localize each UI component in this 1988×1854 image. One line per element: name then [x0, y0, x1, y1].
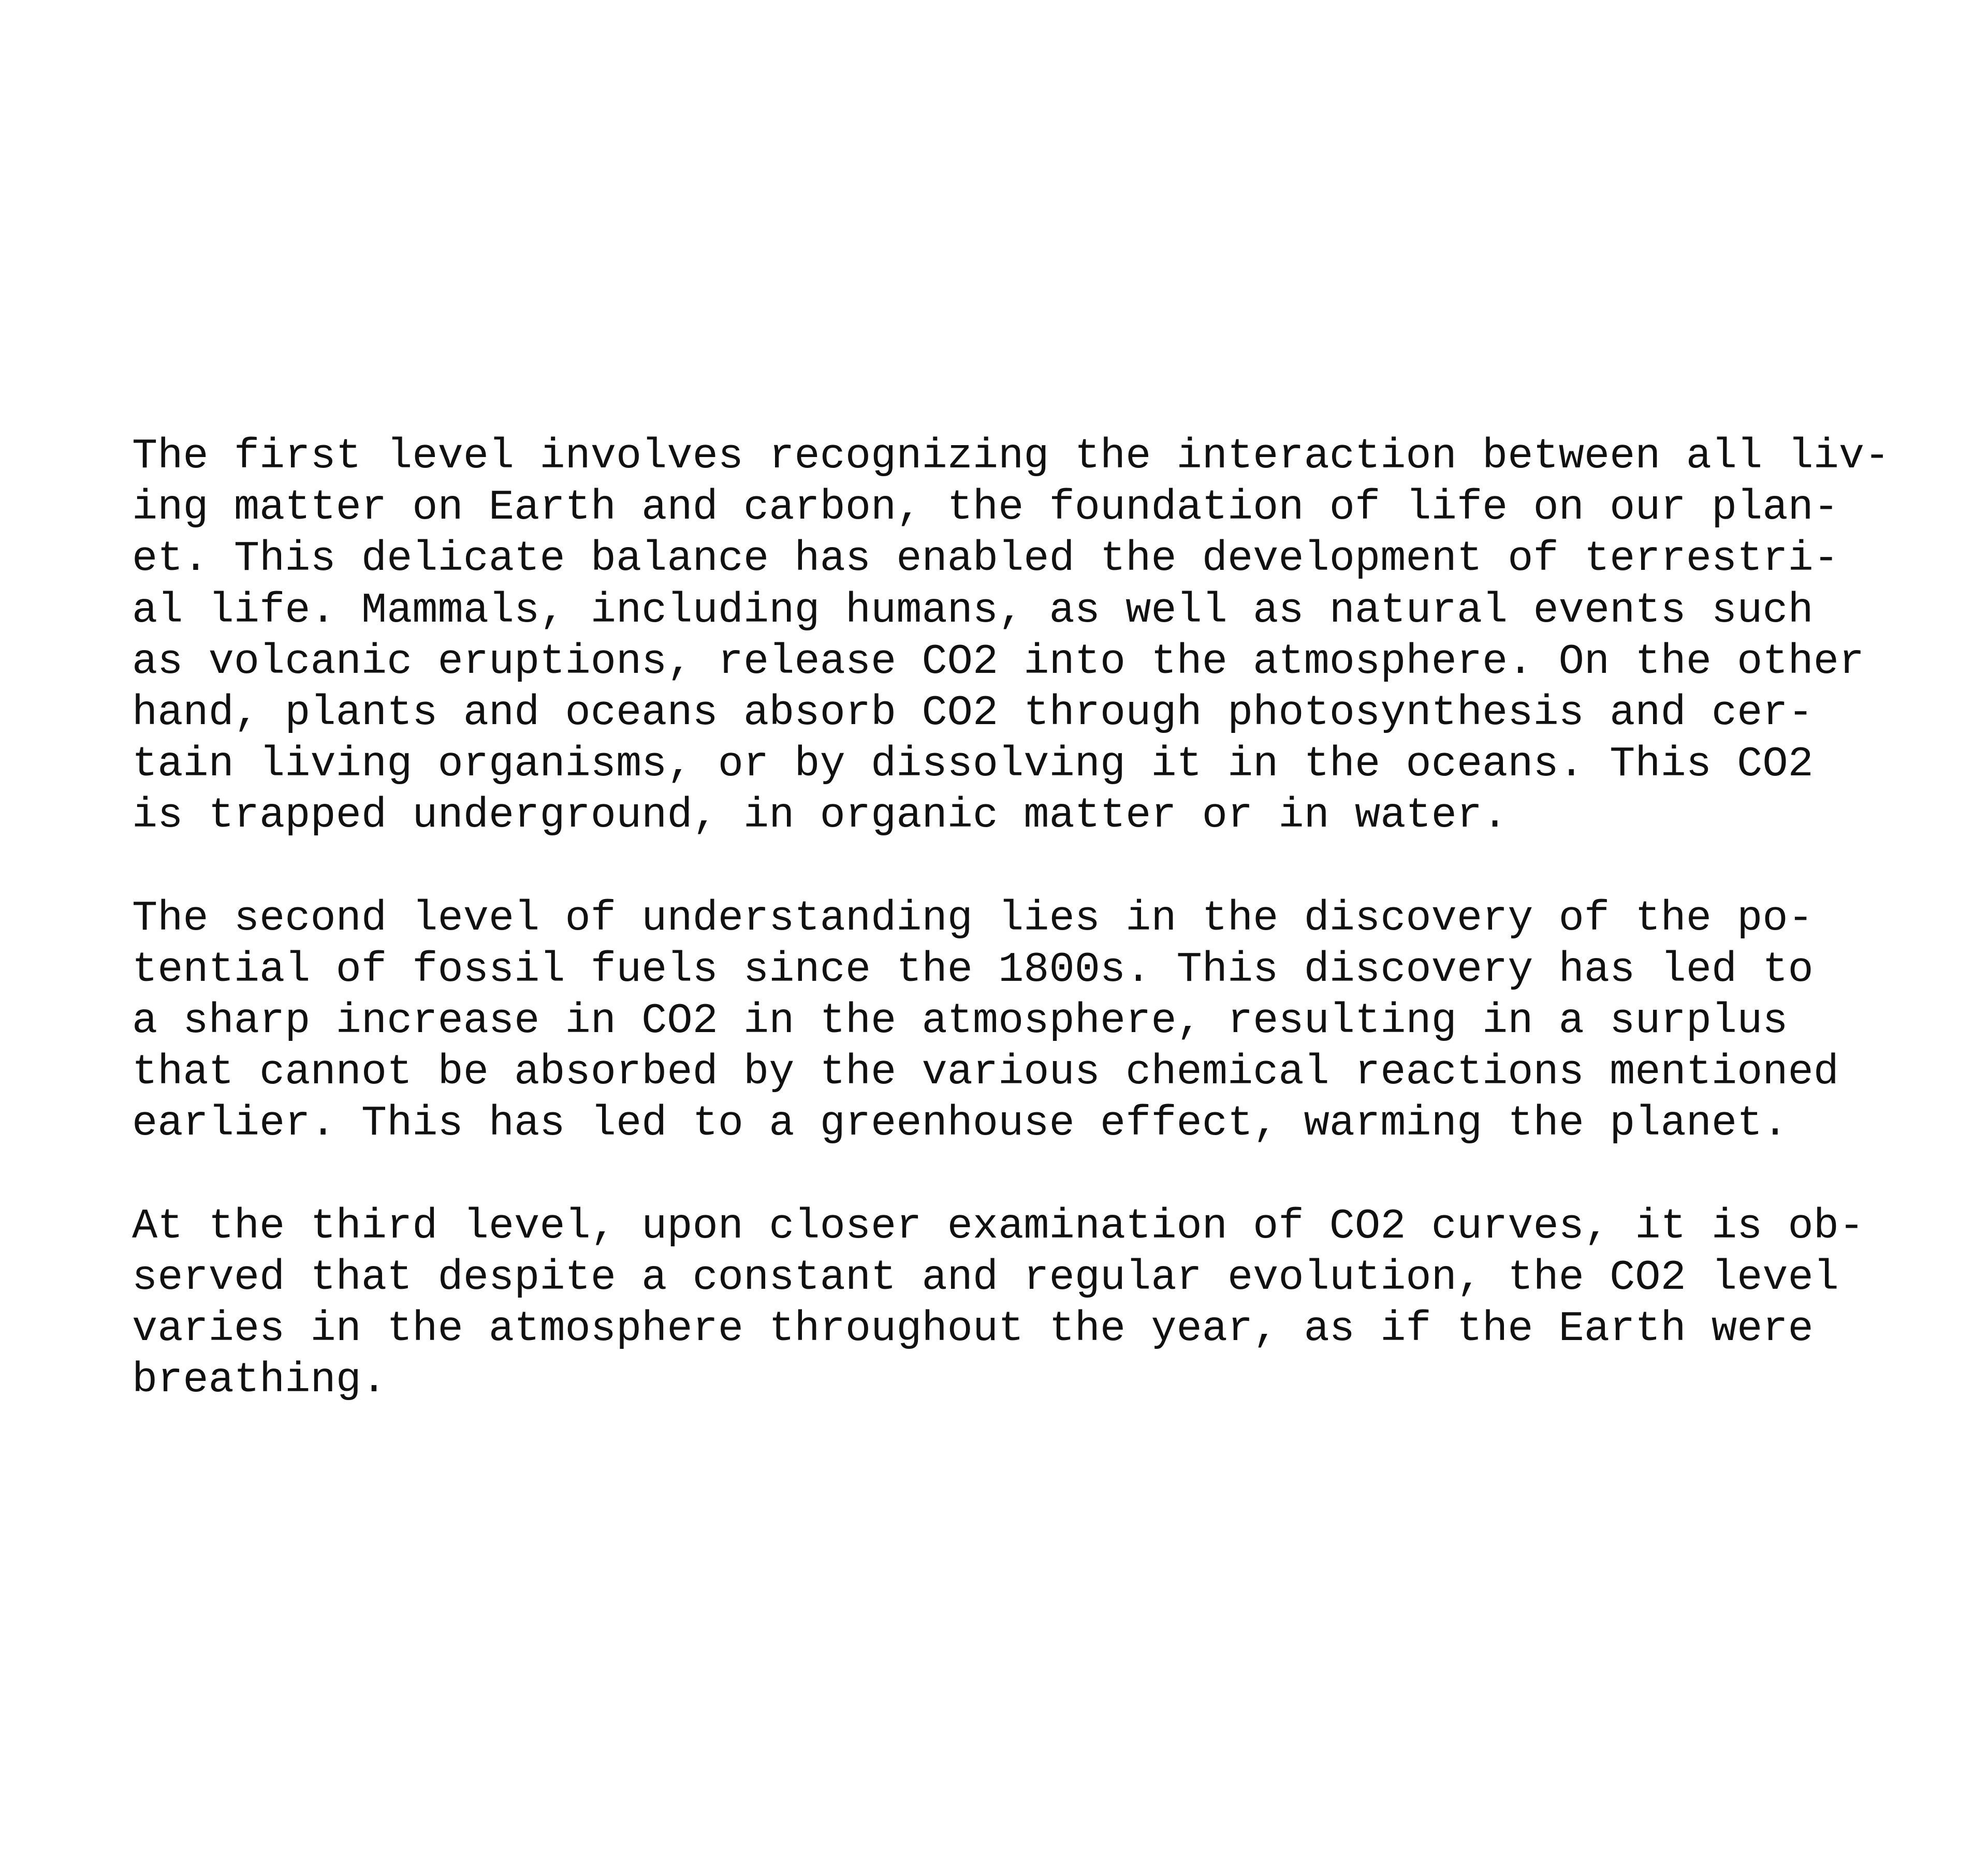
text-line: served that despite a constant and regular evolution, the CO2 level: [132, 1254, 1839, 1302]
text-line: as volcanic eruptions, release CO2 into the atmosphere. On the other: [132, 637, 1865, 686]
text-line: al life. Mammals, including humans, as well as natural events such: [132, 586, 1814, 635]
text-line: The first level involves recognizing the interaction between all liv-: [132, 432, 1890, 480]
text-line: ing matter on Earth and carbon, the foundation of life on our plan-: [132, 483, 1839, 532]
text-line: tain living organisms, or by dissolving it in the oceans. This CO2: [132, 740, 1814, 789]
text-line: hand, plants and oceans absorb CO2 through photosynthesis and cer-: [132, 688, 1814, 737]
text-line: a sharp increase in CO2 in the atmosphere, resulting in a surplus: [132, 997, 1788, 1046]
text-line: varies in the atmosphere throughout the year, as if the Earth were: [132, 1305, 1814, 1353]
text-line: is trapped underground, in organic matter or in water.: [132, 791, 1508, 840]
text-line: tential of fossil fuels since the 1800s. This discovery has led to: [132, 945, 1814, 994]
paragraph-second-level: [132, 893, 1975, 1150]
paragraph-first-level: [132, 431, 1975, 842]
text-line: breathing.: [132, 1356, 387, 1405]
text-line: et. This delicate balance has enabled the development of terrestri-: [132, 535, 1839, 583]
paragraph-third-level: [132, 1201, 1975, 1406]
text-line: The second level of understanding lies in the discovery of the po-: [132, 894, 1814, 943]
text-line: At the third level, upon closer examination of CO2 curves, it is ob-: [132, 1202, 1865, 1250]
text-line: earlier. This has led to a greenhouse effect, warming the planet.: [132, 1099, 1788, 1148]
body-text: [132, 431, 1975, 1458]
text-line: that cannot be absorbed by the various chemical reactions mentioned: [132, 1048, 1839, 1097]
